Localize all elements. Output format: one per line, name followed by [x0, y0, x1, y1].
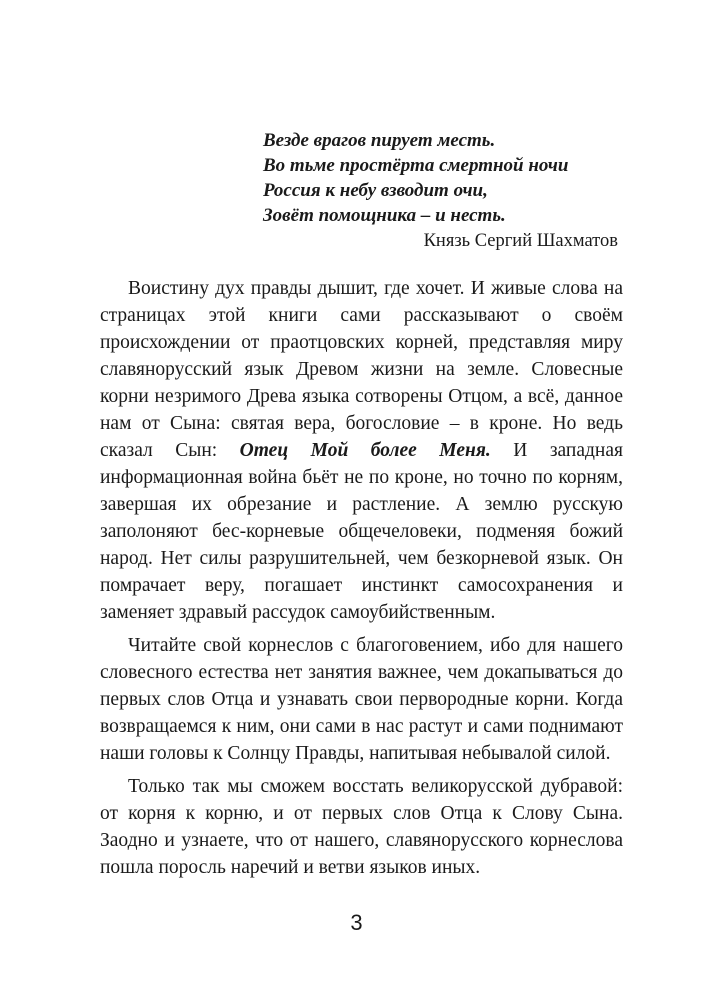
paragraph: [100, 275, 623, 626]
scripture-quote: Отец Мой более Меня.: [239, 440, 491, 461]
paragraph: Только так мы сможем восстать великорусской дубравой: от корня к корню, и от первых слов Отца к Слову Сына. Заодно и узнаете, что от нашего, славянорусского корнеслова пошла поросль наречий и ветви языков иных.: [100, 776, 623, 878]
epigraph-line: Во тьме простёрта смертной ночи: [263, 155, 569, 176]
page-number: 3: [350, 910, 363, 935]
epigraph-line: Россия к небу взводит очи,: [263, 180, 488, 201]
paragraph-text: И западная информационная война бьёт не по кроне, но точно по корням, завершая их обрезание и растление. А землю русскую заполоняют бес-корневые общечеловеки, подменяя божий народ. Нет силы разрушительней, чем безкорневой язык. Он помрачает веру, погашает инстинкт самосохранения и заменяет здравый рассудок самоубийственным.: [100, 440, 623, 623]
epigraph-line: Зовёт помощника – и несть.: [263, 205, 506, 226]
paragraph: Читайте свой корнеслов с благоговением, ибо для нашего словесного естества нет занятия важнее, чем докапываться до первых слов Отца и узнавать свои перворoдные корни. Когда возвращаемся к ним, они сами в нас растут и сами поднимают наши головы к Солнцу Правды, напитывая небывалой силой.: [100, 635, 623, 764]
epigraph-attribution: Князь Сергий Шахматов: [423, 231, 618, 251]
body-text: [100, 275, 623, 887]
paragraph-text: Воистину дух правды дышит, где хочет. И живые слова на страницах этой книги сами рассказывают о своём происхождении от праотцовских корней, представляя миру славянорусский язык Древом жизни на земле. Словесные корни незримого Древа языка сотворены Отцом, а всё, данное нам от Сына: святая вера, богословие – в кроне. Но ведь сказал Сын:: [100, 278, 623, 461]
epigraph: [263, 128, 623, 228]
epigraph-line: Везде врагов пирует месть.: [263, 130, 496, 151]
